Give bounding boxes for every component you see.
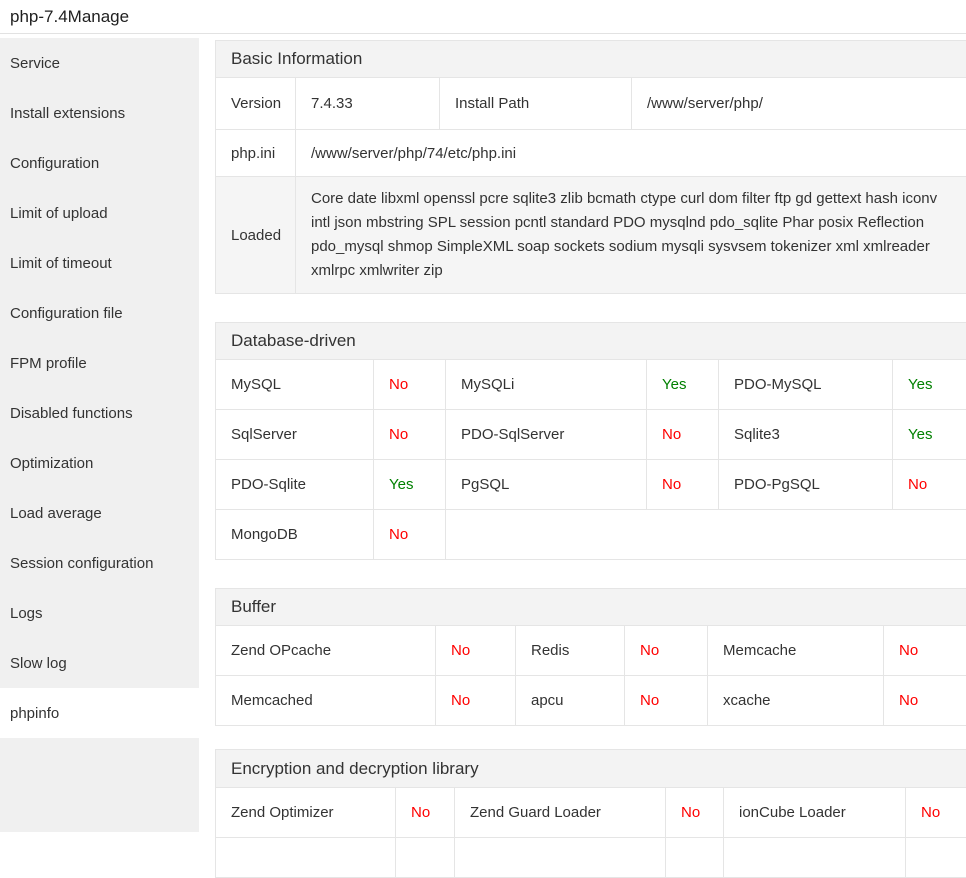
ext-name-cell: MySQLi bbox=[446, 360, 647, 410]
empty-cell bbox=[446, 510, 966, 560]
ext-name-cell: MongoDB bbox=[216, 510, 374, 560]
sidebar-item-label: phpinfo bbox=[10, 705, 59, 722]
section-title-database-driven: Database-driven bbox=[216, 323, 966, 360]
ext-name-cell: Zend Guard Loader bbox=[455, 788, 666, 838]
sidebar-item-label: Service bbox=[10, 55, 60, 72]
ext-status-cell: No bbox=[884, 626, 966, 676]
ext-status-cell: No bbox=[374, 410, 446, 460]
sidebar-item-label: Install extensions bbox=[10, 105, 125, 122]
ext-name-cell: PDO-PgSQL bbox=[719, 460, 893, 510]
table-row bbox=[216, 510, 966, 560]
empty-cell bbox=[906, 838, 966, 878]
install-path-label-cell: Install Path bbox=[440, 78, 632, 130]
basic-information-table bbox=[215, 40, 966, 294]
section-header-row bbox=[216, 589, 966, 626]
sidebar-item-disabled-functions[interactable] bbox=[0, 388, 199, 438]
ext-name-cell: Zend Optimizer bbox=[216, 788, 396, 838]
sidebar-item-load-average[interactable] bbox=[0, 488, 199, 538]
ext-status-cell: No bbox=[625, 626, 708, 676]
sidebar-item-label: Load average bbox=[10, 505, 102, 522]
ext-status-cell: No bbox=[666, 788, 724, 838]
table-row bbox=[216, 360, 966, 410]
buffer-table bbox=[215, 588, 966, 726]
sidebar-item-logs[interactable] bbox=[0, 588, 199, 638]
ext-status-cell: Yes bbox=[893, 360, 966, 410]
ext-status-cell: No bbox=[436, 676, 516, 726]
sidebar-item-service[interactable] bbox=[0, 38, 199, 88]
ext-status-cell: No bbox=[906, 788, 966, 838]
sidebar-item-limit-of-timeout[interactable] bbox=[0, 238, 199, 288]
database-driven-table bbox=[215, 322, 966, 560]
empty-cell bbox=[455, 838, 666, 878]
sidebar-item-label: Limit of upload bbox=[10, 205, 108, 222]
sidebar-item-label: Logs bbox=[10, 605, 43, 622]
table-row bbox=[216, 130, 966, 177]
sidebar-item-phpinfo[interactable] bbox=[0, 688, 199, 738]
table-row bbox=[216, 838, 966, 878]
empty-cell bbox=[396, 838, 455, 878]
sidebar-item-label: Optimization bbox=[10, 455, 93, 472]
ext-name-cell: PDO-SqlServer bbox=[446, 410, 647, 460]
sidebar-item-install-extensions[interactable] bbox=[0, 88, 199, 138]
empty-cell bbox=[724, 838, 906, 878]
ext-status-cell: No bbox=[647, 460, 719, 510]
page-title: php-7.4Manage bbox=[10, 7, 129, 27]
ext-status-cell: No bbox=[396, 788, 455, 838]
phpini-value-cell: /www/server/php/74/etc/php.ini bbox=[296, 130, 966, 177]
sidebar-item-label: Limit of timeout bbox=[10, 255, 112, 272]
section-title-buffer: Buffer bbox=[216, 589, 966, 626]
version-value-cell: 7.4.33 bbox=[296, 78, 440, 130]
ext-name-cell: PgSQL bbox=[446, 460, 647, 510]
sidebar-item-label: Slow log bbox=[10, 655, 67, 672]
section-title-encryption-library: Encryption and decryption library bbox=[216, 750, 966, 788]
section-title-basic-information: Basic Information bbox=[216, 41, 966, 78]
sidebar-item-slow-log[interactable] bbox=[0, 638, 199, 688]
main-content bbox=[215, 40, 966, 878]
ext-status-cell: No bbox=[374, 360, 446, 410]
table-row bbox=[216, 410, 966, 460]
sidebar-item-label: FPM profile bbox=[10, 355, 87, 372]
sidebar-item-configuration[interactable] bbox=[0, 138, 199, 188]
ext-name-cell: ionCube Loader bbox=[724, 788, 906, 838]
ext-status-cell: No bbox=[436, 626, 516, 676]
sidebar-item-label: Disabled functions bbox=[10, 405, 133, 422]
sidebar-item-optimization[interactable] bbox=[0, 438, 199, 488]
version-label-cell: Version bbox=[216, 78, 296, 130]
ext-status-cell: Yes bbox=[893, 410, 966, 460]
ext-name-cell: xcache bbox=[708, 676, 884, 726]
ext-status-cell: No bbox=[893, 460, 966, 510]
sidebar-menu bbox=[0, 38, 199, 832]
phpini-label-cell: php.ini bbox=[216, 130, 296, 177]
sidebar-item-limit-of-upload[interactable] bbox=[0, 188, 199, 238]
ext-name-cell: MySQL bbox=[216, 360, 374, 410]
install-path-value-cell: /www/server/php/ bbox=[632, 78, 966, 130]
sidebar-item-label: Configuration bbox=[10, 155, 99, 172]
table-row bbox=[216, 460, 966, 510]
ext-name-cell: SqlServer bbox=[216, 410, 374, 460]
ext-name-cell: PDO-MySQL bbox=[719, 360, 893, 410]
ext-status-cell: No bbox=[647, 410, 719, 460]
sidebar-item-fpm-profile[interactable] bbox=[0, 338, 199, 388]
ext-name-cell: Redis bbox=[516, 626, 625, 676]
section-header-row bbox=[216, 323, 966, 360]
loaded-modules-cell: Core date libxml openssl pcre sqlite3 zlib bcmath ctype curl dom filter ftp gd gettext hash iconv intl json mbstring SPL session pcntl standard PDO mysqlnd pdo_sqlite Phar posix Reflection pdo_mysql shmop SimpleXML soap sockets sodium mysqli sysvsem tokenizer xml xmlreader xmlrpc xmlwriter zip bbox=[296, 177, 966, 294]
sidebar-item-session-configuration[interactable] bbox=[0, 538, 199, 588]
section-header-row bbox=[216, 750, 966, 788]
ext-status-cell: No bbox=[625, 676, 708, 726]
sidebar-item-label: Session configuration bbox=[10, 555, 153, 572]
table-row bbox=[216, 676, 966, 726]
ext-name-cell: PDO-Sqlite bbox=[216, 460, 374, 510]
empty-cell bbox=[666, 838, 724, 878]
ext-status-cell: No bbox=[884, 676, 966, 726]
encryption-library-table bbox=[215, 749, 966, 878]
empty-cell bbox=[216, 838, 396, 878]
ext-name-cell: Zend OPcache bbox=[216, 626, 436, 676]
loaded-label-cell: Loaded bbox=[216, 177, 296, 294]
sidebar-item-configuration-file[interactable] bbox=[0, 288, 199, 338]
ext-status-cell: Yes bbox=[374, 460, 446, 510]
ext-name-cell: Sqlite3 bbox=[719, 410, 893, 460]
section-header-row bbox=[216, 41, 966, 78]
ext-name-cell: Memcache bbox=[708, 626, 884, 676]
table-row bbox=[216, 788, 966, 838]
sidebar-item-label: Configuration file bbox=[10, 305, 123, 322]
table-row bbox=[216, 177, 966, 294]
table-row bbox=[216, 78, 966, 130]
window-titlebar bbox=[0, 0, 966, 34]
ext-status-cell: No bbox=[374, 510, 446, 560]
ext-name-cell: apcu bbox=[516, 676, 625, 726]
table-row bbox=[216, 626, 966, 676]
ext-name-cell: Memcached bbox=[216, 676, 436, 726]
ext-status-cell: Yes bbox=[647, 360, 719, 410]
